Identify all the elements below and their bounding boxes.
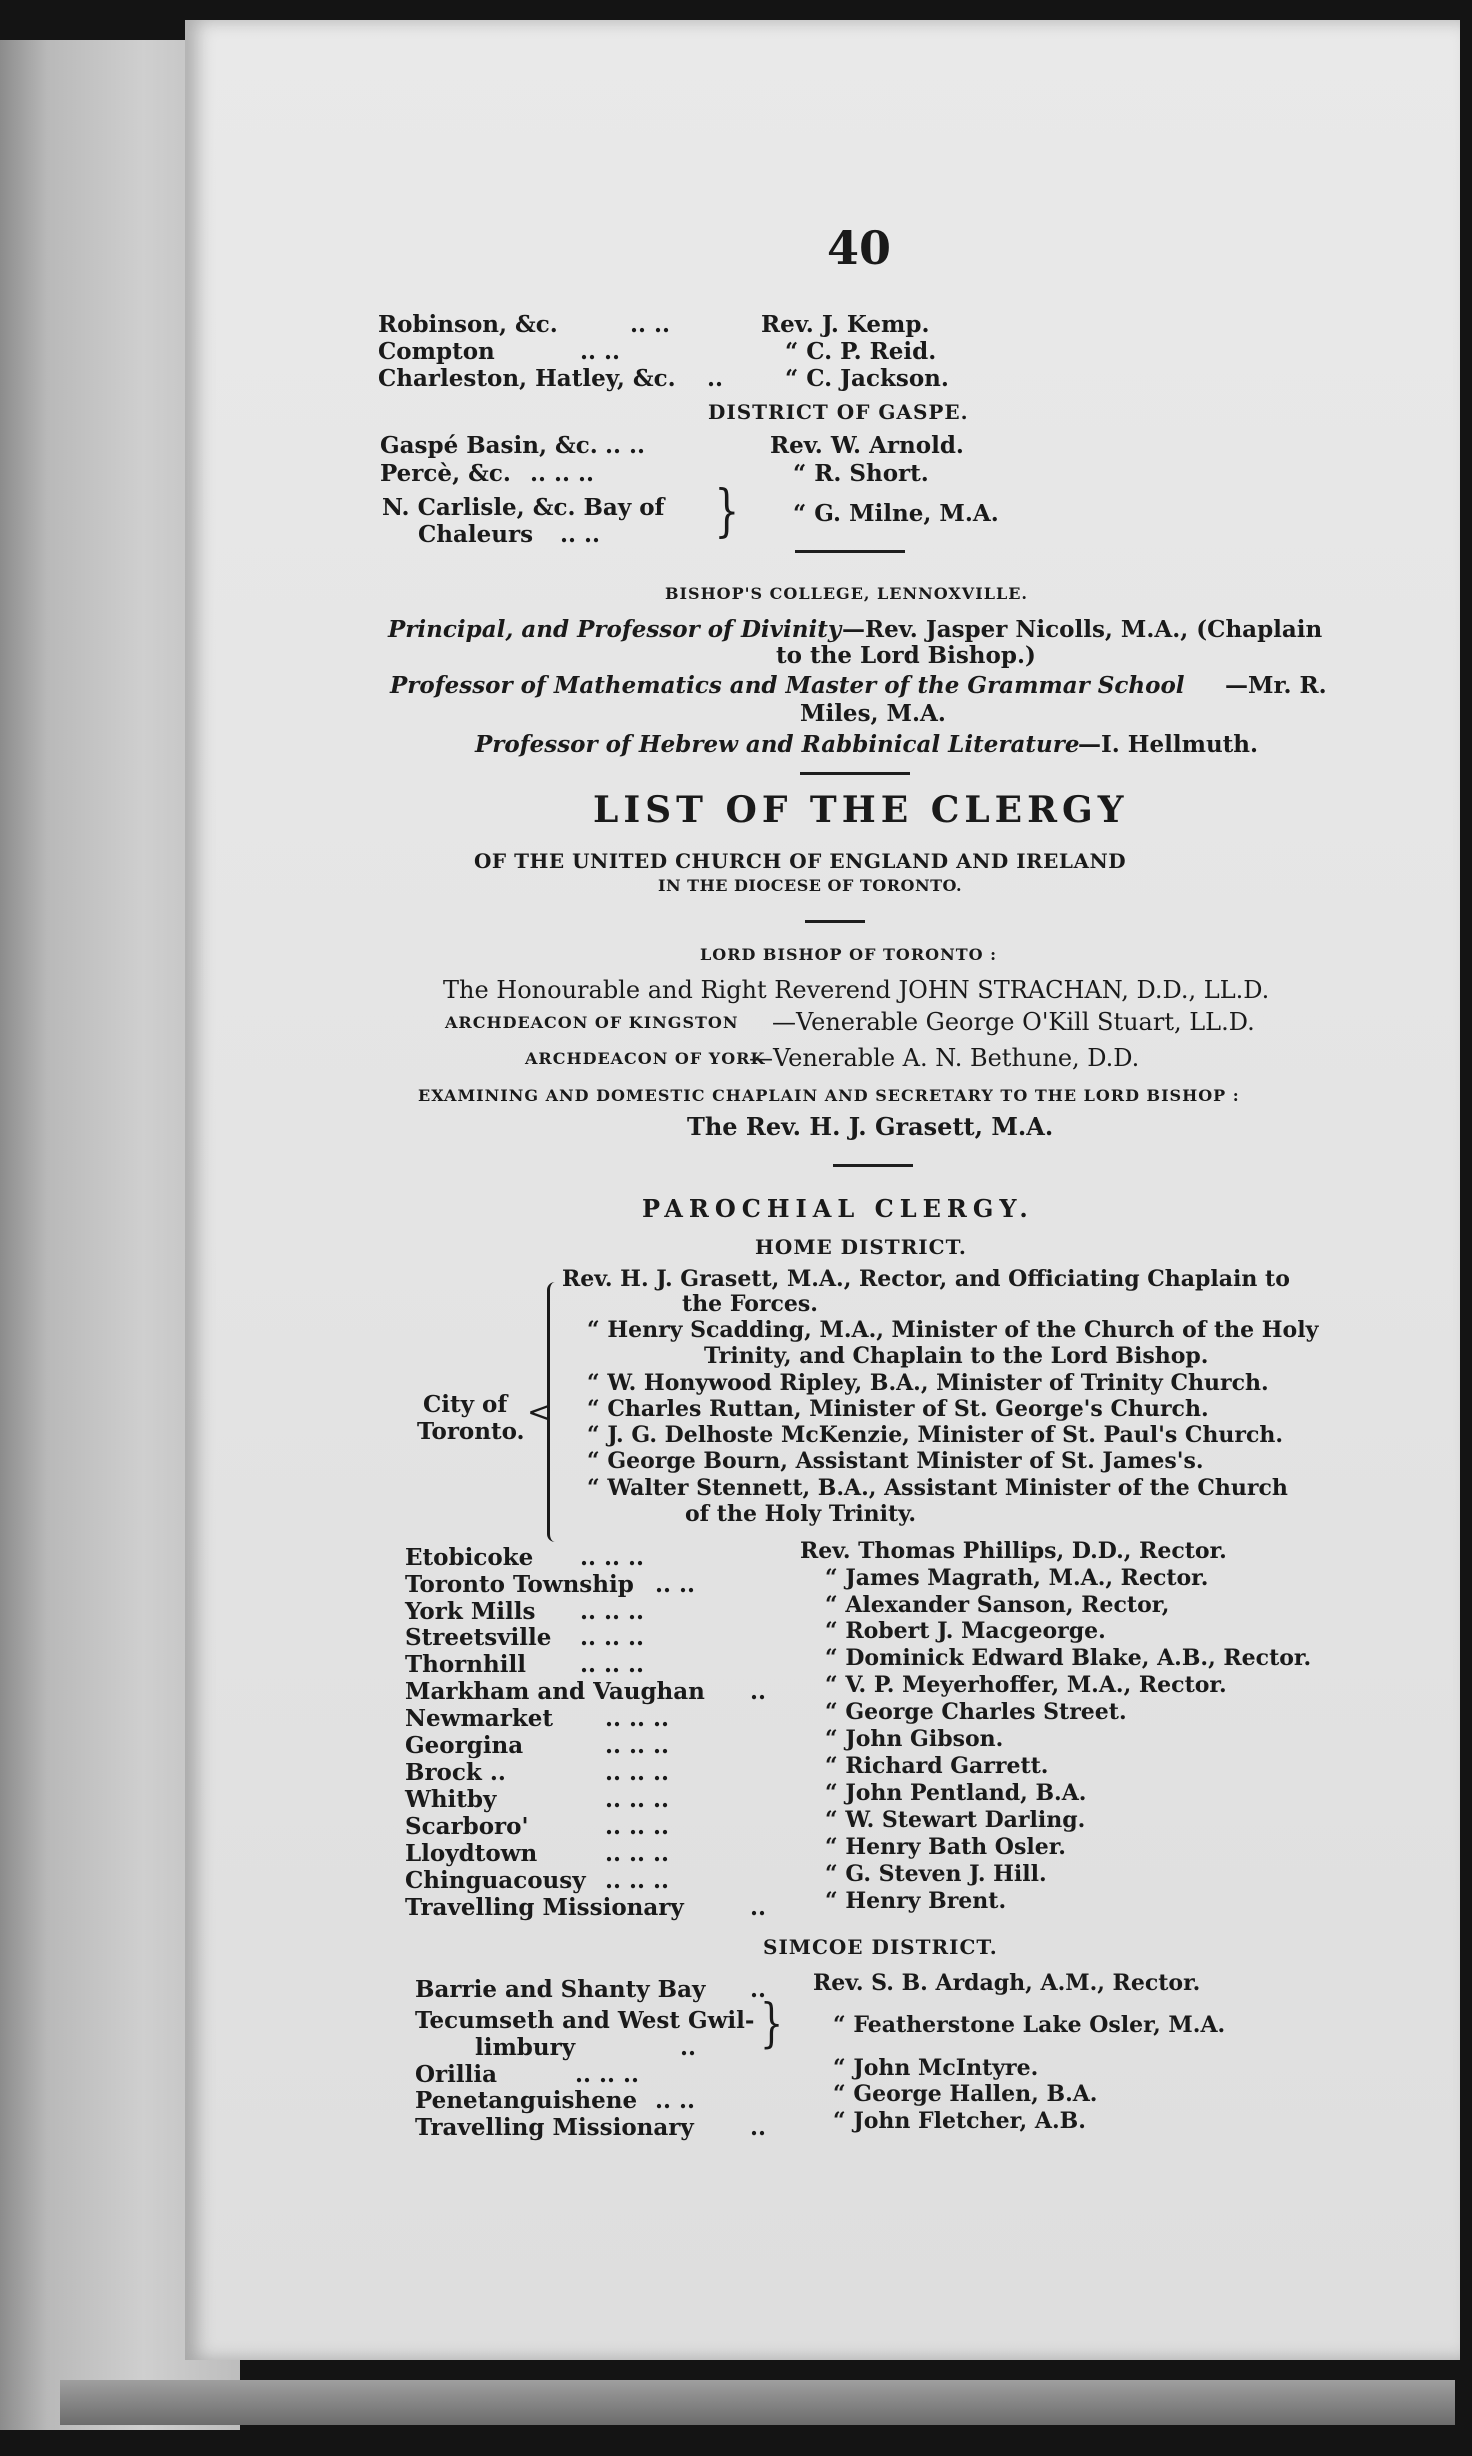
list-item-place: Lloydtown [405, 1840, 538, 1867]
list-item-clergy: Rev. Thomas Phillips, D.D., Rector. [800, 1538, 1227, 1564]
list-item-dots: .. [680, 2034, 697, 2061]
list-item-dots: .. .. [655, 2087, 696, 2114]
list-item-dots: .. .. .. [605, 1732, 670, 1759]
book-page [185, 20, 1460, 2360]
list-item-dots: .. [750, 1894, 767, 1921]
list-item-place: Etobicoke [405, 1544, 534, 1571]
page-edge [60, 2380, 1455, 2425]
list-item-clergy: “ John Pentland, B.A. [825, 1780, 1087, 1806]
list-item-place: Compton [378, 338, 495, 365]
list-item-dots: .. [750, 1678, 767, 1705]
list-item-place: Newmarket [405, 1705, 554, 1732]
list-item-dots: .. .. [605, 432, 646, 459]
archdeacon-york-name: —Venerable A. N. Bethune, D.D. [749, 1044, 1140, 1072]
archdeacon-york-title: ARCHDEACON OF YORK [525, 1049, 766, 1068]
list-item-place: Chinguacousy [405, 1867, 586, 1894]
list-item-place: Streetsville [405, 1624, 552, 1651]
list-item-place: Travelling Missionary [405, 1894, 684, 1921]
list-item-clergy: “ Henry Brent. [825, 1888, 1007, 1914]
list-item-place: York Mills [405, 1598, 536, 1625]
list-item-place: Whitby [405, 1786, 497, 1813]
list-item-clergy: “ Featherstone Lake Osler, M.A. [833, 2012, 1226, 2038]
city-line: “ Charles Ruttan, Minister of St. George's Church. [587, 1396, 1209, 1422]
list-item-clergy: Rev. J. Kemp. [761, 311, 930, 338]
list-item-place: Orillia [415, 2061, 498, 2088]
city-line: “ George Bourn, Assistant Minister of St. James's. [587, 1448, 1204, 1474]
brace-point-icon: < [527, 1395, 553, 1430]
simcoe-district-heading: SIMCOE DISTRICT. [763, 1935, 998, 1959]
city-line: of the Holy Trinity. [685, 1501, 917, 1527]
list-item-place: Barrie and Shanty Bay [415, 1976, 706, 2003]
math-name-continued: Miles, M.A. [800, 700, 946, 727]
list-item-dots: .. .. .. [580, 1651, 645, 1678]
city-line: Rev. H. J. Grasett, M.A., Rector, and Officiating Chaplain to [562, 1266, 1290, 1292]
list-item-clergy: “ Dominick Edward Blake, A.B., Rector. [825, 1645, 1312, 1671]
list-item-clergy: “ John McIntyre. [833, 2055, 1039, 2081]
list-item-dots: .. .. [560, 521, 601, 548]
city-line: Trinity, and Chaplain to the Lord Bishop. [704, 1343, 1209, 1369]
home-district-heading: HOME DISTRICT. [755, 1235, 967, 1259]
list-item-clergy: “ John Gibson. [825, 1726, 1004, 1752]
list-item-dots: .. .. [630, 311, 671, 338]
city-line: “ J. G. Delhoste McKenzie, Minister of St. Paul's Church. [587, 1422, 1284, 1448]
city-line: “ Henry Scadding, M.A., Minister of the Church of the Holy [587, 1317, 1319, 1343]
list-item-dots: .. .. .. [575, 2061, 640, 2088]
list-subtitle: OF THE UNITED CHURCH OF ENGLAND AND IRELAND [474, 849, 1127, 873]
list-item-dots: .. .. .. [605, 1840, 670, 1867]
city-label: City of [423, 1391, 508, 1418]
list-item-dots: .. .. [580, 338, 621, 365]
principal-title: Principal, and Professor of Divinity [388, 616, 842, 643]
chaplain-heading: EXAMINING AND DOMESTIC CHAPLAIN AND SECRETARY TO THE LORD BISHOP : [418, 1086, 1240, 1105]
list-item-place: Scarboro' [405, 1813, 529, 1840]
math-name: —Mr. R. [1225, 672, 1327, 699]
list-item-place: Markham and Vaughan [405, 1678, 705, 1705]
list-item-place: Travelling Missionary [415, 2114, 694, 2141]
list-item-place: N. Carlisle, &c. Bay of [382, 494, 665, 521]
divider [800, 772, 910, 775]
city-label-continued: Toronto. [417, 1418, 525, 1445]
principal-name: —Rev. Jasper Nicolls, M.A., (Chaplain [842, 616, 1323, 643]
list-item-dots: .. [750, 1976, 767, 2003]
list-item-dots: .. .. .. [605, 1786, 670, 1813]
list-item-place: Charleston, Hatley, &c. [378, 365, 676, 392]
list-item-clergy: “ George Charles Street. [825, 1699, 1127, 1725]
list-item-dots: .. .. .. [605, 1759, 670, 1786]
bishop-heading: LORD BISHOP OF TORONTO : [700, 945, 998, 964]
list-item-dots: .. .. .. [605, 1867, 670, 1894]
list-item-dots: .. .. .. [530, 460, 595, 487]
list-item-clergy: “ George Hallen, B.A. [833, 2081, 1098, 2107]
list-item-clergy: “ John Fletcher, A.B. [833, 2108, 1086, 2134]
list-item-clergy: “ Robert J. Macgeorge. [825, 1618, 1106, 1644]
list-subtitle-diocese: IN THE DIOCESE OF TORONTO. [658, 876, 963, 895]
city-line: “ W. Honywood Ripley, B.A., Minister of Trinity Church. [587, 1370, 1269, 1396]
hebrew-title: Professor of Hebrew and Rabbinical Literature [475, 731, 1080, 758]
archdeacon-kingston-title: ARCHDEACON OF KINGSTON [445, 1013, 739, 1032]
section-heading-college: BISHOP'S COLLEGE, LENNOXVILLE. [665, 584, 1028, 603]
list-item-clergy: Rev. S. B. Ardagh, A.M., Rector. [813, 1970, 1201, 1996]
list-item-dots: .. .. .. [605, 1813, 670, 1840]
list-item-clergy: “ V. P. Meyerhoffer, M.A., Rector. [825, 1672, 1227, 1698]
list-item-place: Georgina [405, 1732, 524, 1759]
brace-icon: } [714, 479, 740, 544]
city-line: the Forces. [682, 1291, 818, 1317]
list-item-place: Tecumseth and West Gwil- [415, 2007, 755, 2034]
list-item-dots: .. .. .. [580, 1598, 645, 1625]
math-title: Professor of Mathematics and Master of the Grammar School [390, 672, 1185, 699]
parochial-heading: PAROCHIAL CLERGY. [642, 1194, 1034, 1223]
list-item-clergy: “ C. Jackson. [785, 365, 949, 392]
list-item-dots: .. [707, 365, 724, 392]
divider [805, 920, 865, 923]
list-item-clergy: “ Richard Garrett. [825, 1753, 1049, 1779]
list-item-dots: .. .. [655, 1571, 696, 1598]
brace-icon: } [759, 1994, 784, 2054]
list-item-place: Thornhill [405, 1651, 526, 1678]
page-number: 40 [827, 221, 892, 275]
hebrew-name: —I. Hellmuth. [1078, 731, 1259, 758]
list-item-place-continued: limbury [475, 2034, 576, 2061]
list-item-clergy: “ James Magrath, M.A., Rector. [825, 1565, 1209, 1591]
list-item-dots: .. .. .. [580, 1624, 645, 1651]
list-item-clergy: “ G. Milne, M.A. [793, 500, 999, 527]
principal-name-continued: to the Lord Bishop.) [776, 642, 1036, 669]
list-item-dots: .. .. .. [605, 1705, 670, 1732]
list-item-dots: .. [750, 2114, 767, 2141]
list-item-clergy: Rev. W. Arnold. [770, 432, 964, 459]
list-title: LIST OF THE CLERGY [593, 789, 1129, 831]
list-item-place: Brock .. [405, 1759, 506, 1786]
list-item-place: Toronto Township [405, 1571, 634, 1598]
list-item-place: Percè, &c. [380, 460, 511, 487]
list-item-clergy: “ G. Steven J. Hill. [825, 1861, 1047, 1887]
list-item-clergy: “ Henry Bath Osler. [825, 1834, 1066, 1860]
city-line: “ Walter Stennett, B.A., Assistant Minister of the Church [587, 1475, 1288, 1501]
list-item-clergy: “ R. Short. [793, 460, 929, 487]
list-item-clergy: “ Alexander Sanson, Rector, [825, 1592, 1170, 1618]
divider [795, 550, 905, 553]
list-item-clergy: “ W. Stewart Darling. [825, 1807, 1086, 1833]
list-item-place-continued: Chaleurs [418, 521, 534, 548]
section-heading-gaspe: DISTRICT OF GASPE. [708, 400, 969, 424]
list-item-place: Penetanguishene [415, 2087, 638, 2114]
bishop-name: The Honourable and Right Reverend JOHN STRACHAN, D.D., LL.D. [443, 976, 1270, 1004]
list-item-dots: .. .. .. [580, 1544, 645, 1571]
list-item-place: Gaspé Basin, &c. [380, 432, 598, 459]
list-item-place: Robinson, &c. [378, 311, 558, 338]
archdeacon-kingston-name: —Venerable George O'Kill Stuart, LL.D. [772, 1008, 1255, 1036]
chaplain-name: The Rev. H. J. Grasett, M.A. [687, 1112, 1054, 1141]
list-item-clergy: “ C. P. Reid. [785, 338, 937, 365]
divider [833, 1164, 913, 1167]
